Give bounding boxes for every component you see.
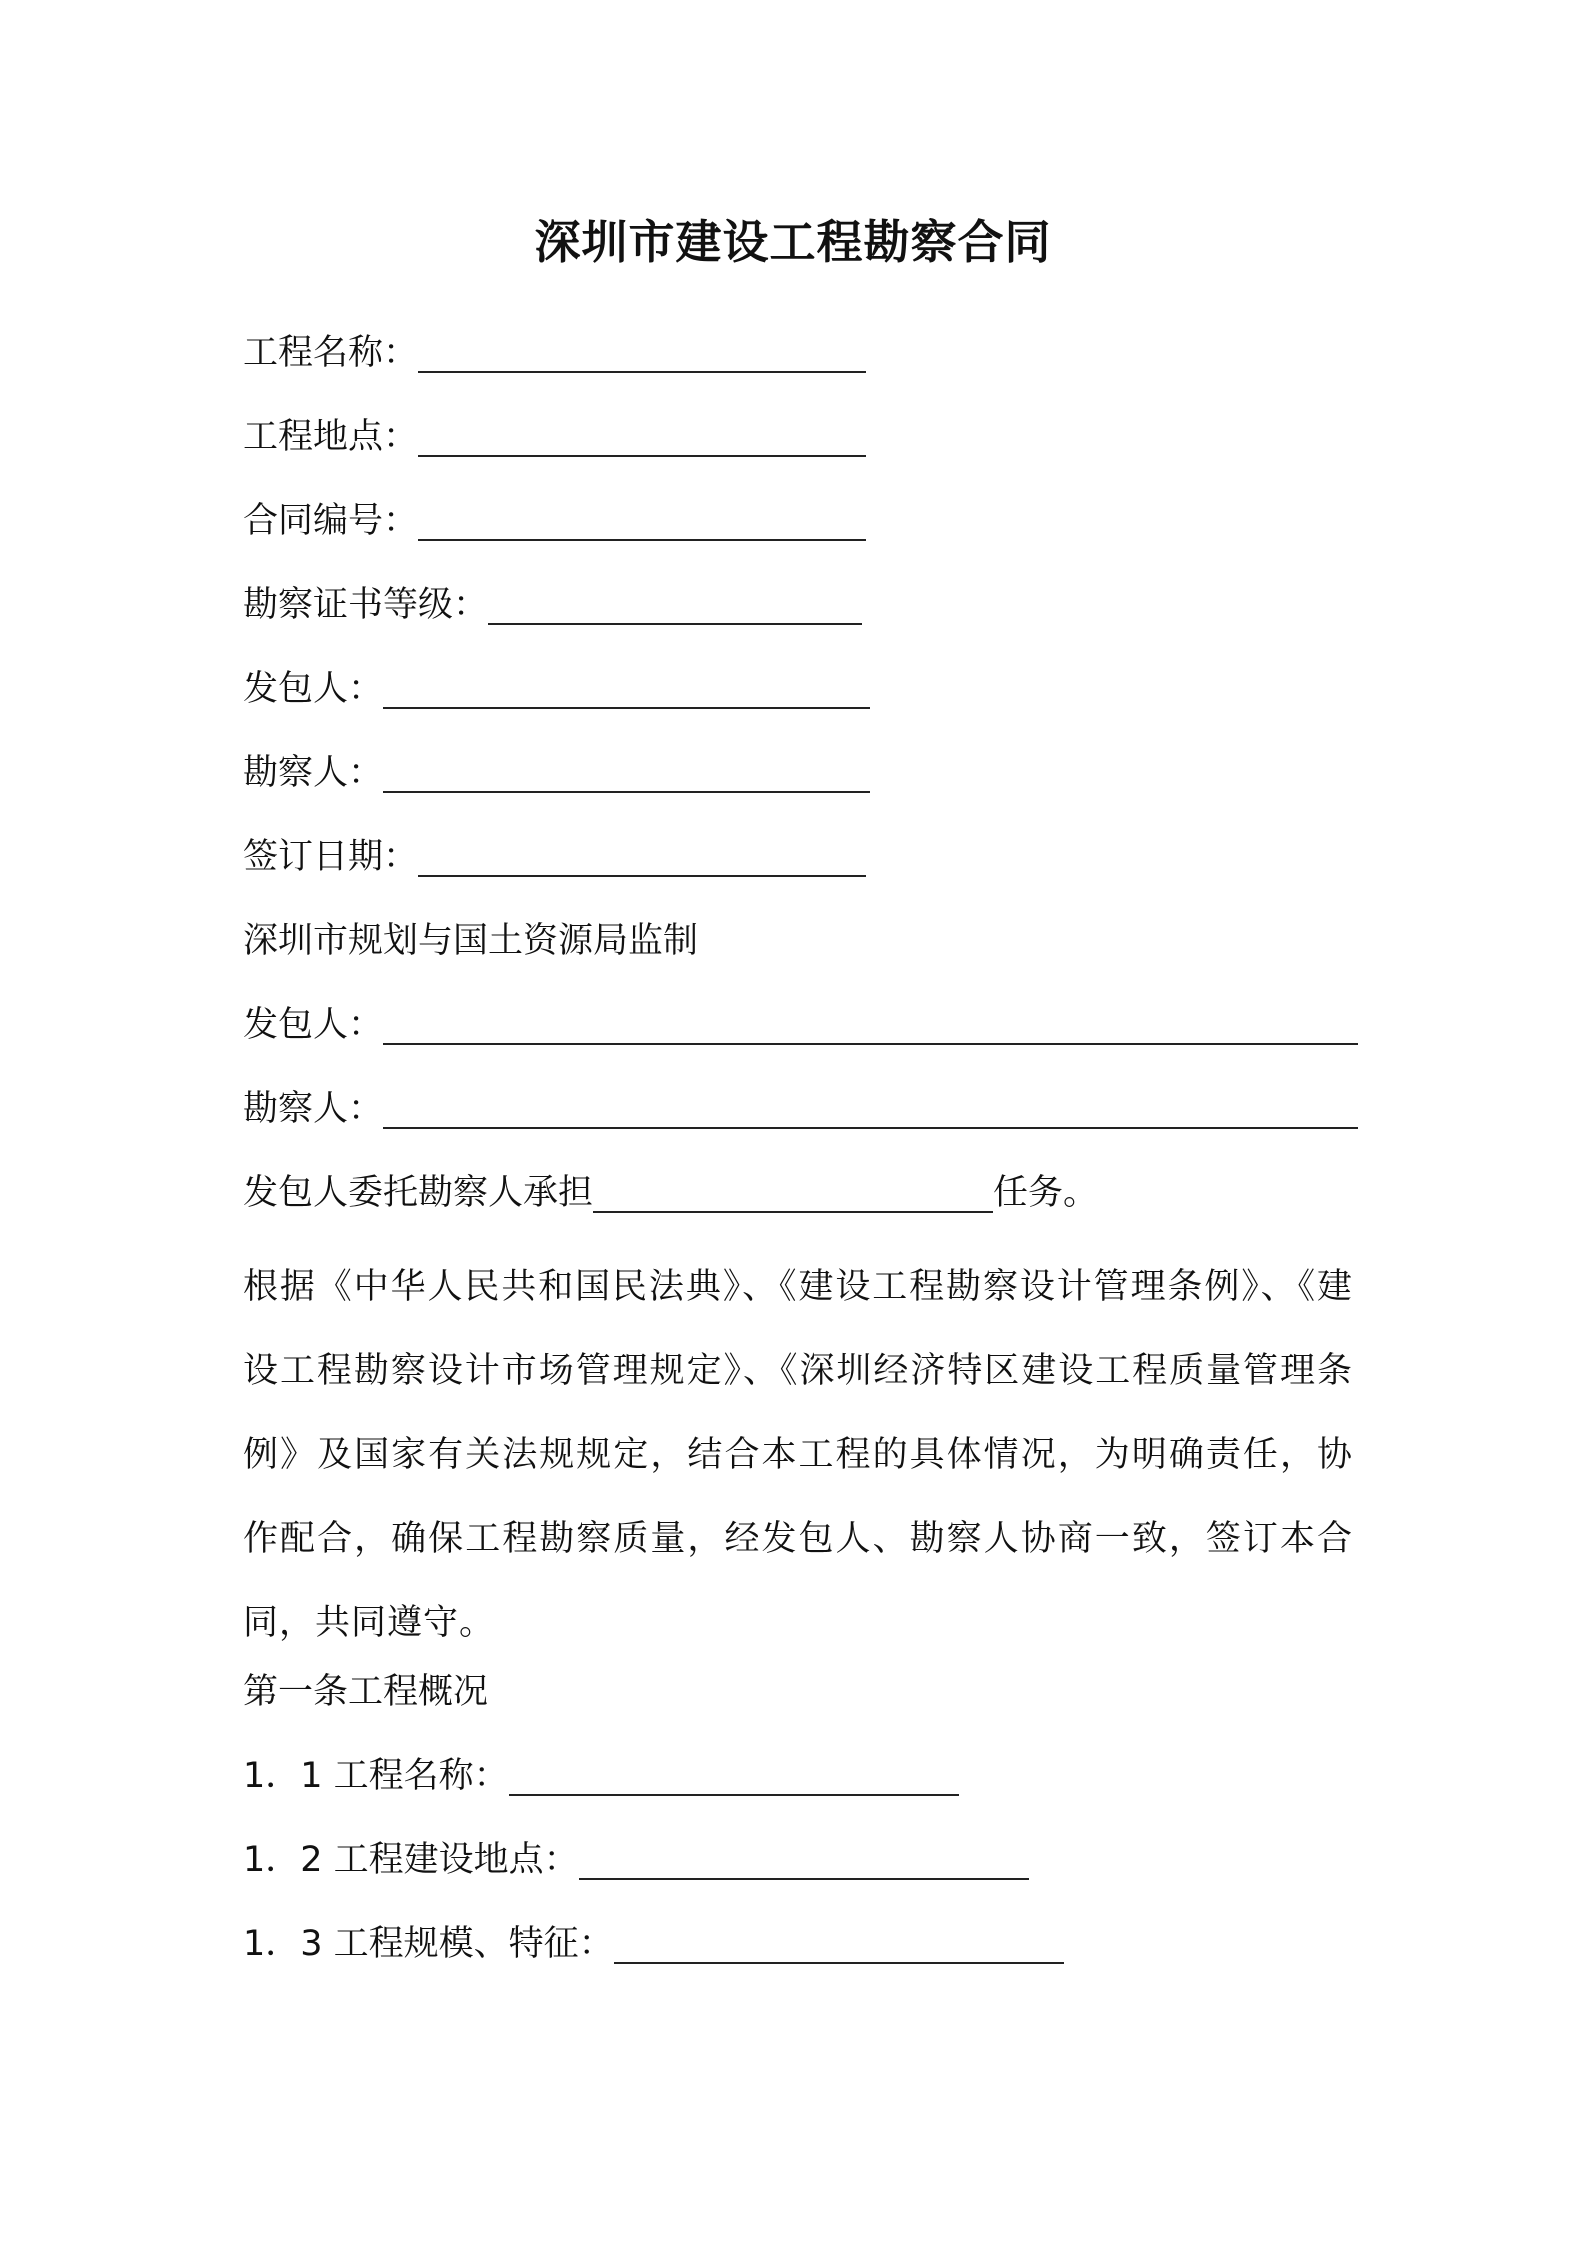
blank-line [579, 1838, 1029, 1880]
field-surveyor [243, 747, 870, 799]
field-label: 合同编号： [243, 501, 419, 541]
field-label: 勘察证书等级： [243, 585, 489, 625]
field-label: 发包人： [243, 1005, 384, 1045]
document-title: 深圳市建设工程勘察合同 [534, 215, 1052, 269]
supervisor-note [243, 915, 698, 967]
article-1-item-2 [243, 1834, 1029, 1886]
party-client [243, 999, 1358, 1051]
commission-line [243, 1167, 1098, 1219]
field-contract-number [243, 495, 866, 547]
field-client [243, 663, 870, 715]
blank-line [383, 1003, 1358, 1045]
field-label: 勘察人： [243, 753, 384, 793]
field-label: 工程地点： [243, 417, 419, 457]
field-label: 勘察人： [243, 1089, 384, 1129]
blank-line [383, 751, 870, 793]
field-project-location [243, 411, 866, 463]
item-label: 1．1 工程名称： [243, 1756, 509, 1796]
field-project-name [243, 327, 866, 379]
preamble-paragraph: 根据《中华人民共和国民法典》、《建设工程勘察设计管理条例》、《建设工程勘察设计市场管理规定》、《深圳经济特区建设工程质量管理条例》及国家有关法规规定，结合本工程的具体情况，为明确责任，协作配合，确保工程勘察质量，经发包人、勘察人协商一致，签订本合同，共同遵守。 [243, 1267, 1353, 1643]
party-surveyor [243, 1083, 1358, 1135]
blank-line [509, 1754, 959, 1796]
blank-line [383, 1087, 1358, 1129]
supervisor-text: 深圳市规划与国土资源局监制 [243, 921, 699, 961]
commission-prefix: 发包人委托勘察人承担 [243, 1173, 594, 1213]
article-1-item-3 [243, 1918, 1064, 1970]
blank-line [383, 667, 870, 709]
item-label: 1．2 工程建设地点： [243, 1840, 579, 1880]
blank-line [418, 499, 866, 541]
blank-line [418, 331, 866, 373]
blank-line [488, 583, 862, 625]
item-label: 1．3 工程规模、特征： [243, 1924, 614, 1964]
commission-suffix: 任务。 [993, 1173, 1099, 1213]
blank-line [614, 1922, 1064, 1964]
field-survey-cert-grade [243, 579, 862, 631]
field-label: 签订日期： [243, 837, 419, 877]
field-label: 发包人： [243, 669, 384, 709]
article-1-heading [243, 1666, 488, 1718]
field-sign-date [243, 831, 866, 883]
blank-line [418, 415, 866, 457]
article-heading-text: 第一条工程概况 [243, 1672, 489, 1712]
blank-line [593, 1171, 993, 1213]
field-label: 工程名称： [243, 333, 419, 373]
article-1-item-1 [243, 1750, 959, 1802]
blank-line [418, 835, 866, 877]
